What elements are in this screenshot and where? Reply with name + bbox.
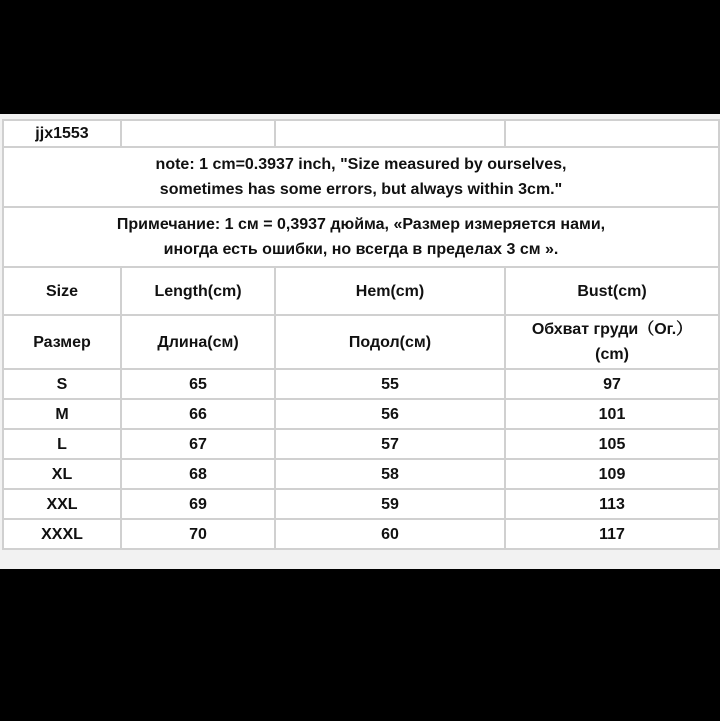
bust-cell: 105: [505, 429, 719, 459]
note-english-line-1: note: 1 cm=0.3937 inch, "Size measured by ourselves,: [155, 156, 567, 173]
header-bust-ru: [505, 315, 719, 369]
empty-cell: [275, 120, 505, 147]
header-bust-ru-line-1: Обхват груди（Ог.）: [531, 321, 693, 338]
bust-cell: 113: [505, 489, 719, 519]
header-row-russian: [3, 315, 719, 369]
table-row: [3, 369, 719, 399]
bust-cell: 101: [505, 399, 719, 429]
header-bust: Bust(cm): [505, 267, 719, 315]
table-row: [3, 489, 719, 519]
length-cell: 69: [121, 489, 275, 519]
empty-cell: [121, 120, 275, 147]
header-size-ru: Размер: [3, 315, 121, 369]
hem-cell: 58: [275, 459, 505, 489]
length-cell: 68: [121, 459, 275, 489]
header-size: Size: [3, 267, 121, 315]
note-russian-row: [3, 207, 719, 267]
header-hem: Hem(cm): [275, 267, 505, 315]
header-bust-ru-line-2: (cm): [595, 346, 629, 363]
size-cell: XXL: [3, 489, 121, 519]
empty-cell: [505, 120, 719, 147]
hem-cell: 60: [275, 519, 505, 549]
bust-cell: 117: [505, 519, 719, 549]
hem-cell: 55: [275, 369, 505, 399]
header-row-english: [3, 267, 719, 315]
note-russian-line-1: Примечание: 1 см = 0,3937 дюйма, «Размер измеряется нами,: [116, 216, 606, 233]
size-chart-table: [2, 119, 720, 550]
header-length: Length(cm): [121, 267, 275, 315]
length-cell: 65: [121, 369, 275, 399]
product-code-row: [3, 120, 719, 147]
table-row: [3, 399, 719, 429]
size-cell: M: [3, 399, 121, 429]
hem-cell: 59: [275, 489, 505, 519]
note-english: [3, 147, 719, 207]
size-chart-sheet: [0, 114, 720, 569]
length-cell: 66: [121, 399, 275, 429]
product-code: jjx1553: [3, 120, 121, 147]
note-english-row: [3, 147, 719, 207]
size-cell: L: [3, 429, 121, 459]
hem-cell: 57: [275, 429, 505, 459]
table-row: [3, 519, 719, 549]
note-russian: [3, 207, 719, 267]
bust-cell: 97: [505, 369, 719, 399]
length-cell: 70: [121, 519, 275, 549]
table-row: [3, 429, 719, 459]
bust-cell: 109: [505, 459, 719, 489]
size-cell: S: [3, 369, 121, 399]
note-english-line-2: sometimes has some errors, but always within 3cm.": [159, 181, 563, 198]
header-hem-ru: Подол(см): [275, 315, 505, 369]
note-russian-line-2: иногда есть ошибки, но всегда в пределах 3 см ».: [163, 241, 559, 258]
table-row: [3, 459, 719, 489]
hem-cell: 56: [275, 399, 505, 429]
header-length-ru: Длина(см): [121, 315, 275, 369]
length-cell: 67: [121, 429, 275, 459]
size-cell: XXXL: [3, 519, 121, 549]
size-cell: XL: [3, 459, 121, 489]
